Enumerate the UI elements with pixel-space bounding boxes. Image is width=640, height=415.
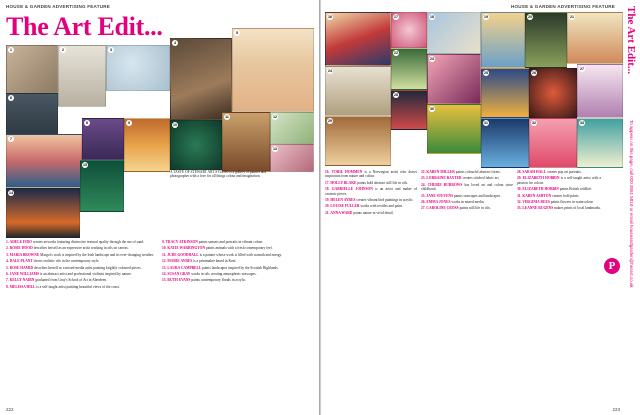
intro-caption: A TASTE OF STEWART ART STUDIO is a gallery of painter and photographer with a love for all things colour and imagination.: [170, 170, 267, 179]
caption-9: 9. TRACY ATKINSON paints sunsets and portraits in vibrant colour.: [162, 240, 264, 244]
left-page: [0, 0, 319, 415]
artwork-13: 13: [270, 144, 314, 172]
caption-15: 15. RUTH EVANS paints contemporary florals in acrylic.: [162, 278, 247, 283]
caption-19: 19. HELEN AYRES creates vibrant bird paintings in acrylic.: [325, 198, 414, 203]
caption-7: 7. KELLY NAIRN graduated from Gray's School of Art in Aberdeen.: [6, 278, 108, 283]
caption-4: 4. DALE PLANT shows realistic oils in the contemporary style.: [6, 259, 100, 264]
left-text-column-2: [162, 240, 312, 285]
artwork-8: 8: [82, 118, 124, 160]
caption-24: 24. CHERIE BURROWS has loved art and colour since childhood.: [421, 182, 514, 192]
caption-27: 27. CAROLINE CROSS paints still life in oils.: [421, 206, 491, 211]
caption-18: 18. GABRIELLE JOHNSON is an artist and maker of ceramic pieces.: [325, 187, 417, 196]
artwork-6: 6: [6, 93, 58, 135]
artwork-24: 24: [325, 66, 391, 116]
caption-22: 22. KAREN MILLER paints colourful abstract forms.: [421, 170, 501, 174]
caption-23: 23. LORRAINE BAXTER creates stitched fabric art.: [421, 176, 500, 181]
artwork-15: 15: [80, 160, 124, 212]
caption-11: 11. JUDE GOODHALL is a painter whose work is filled with warmth and energy.: [162, 252, 282, 257]
caption-3: 3. MARIA BROWNE Margot's work is inspired by the Irish landscape and its ever-changing weather.: [6, 252, 154, 257]
artwork-19: 19: [481, 12, 525, 68]
artwork-14: 14: [6, 188, 80, 238]
caption-25: 25. JANE STEVENS paints seascapes and landscapes.: [421, 193, 501, 198]
artwork-18: 18: [427, 12, 481, 54]
artwork-10: 10: [170, 120, 222, 170]
artwork-7: 7: [6, 134, 82, 188]
artwork-29: 29: [325, 116, 391, 166]
left-text-column-1: [6, 240, 156, 291]
caption-16: 16. TORIL HOMMEN is a Norwegian artist who draws inspiration from nature and colour.: [325, 170, 417, 179]
artwork-21: 21: [567, 12, 623, 64]
caption-6: 6. JANE WILLIAMS is an abstract artist and professional violinist inspired by nature.: [6, 272, 132, 277]
right-text-column-3: [517, 170, 601, 213]
caption-33: 33. LEANNE RUGENS makes prints of local landmarks.: [517, 206, 601, 211]
artwork-25: 25: [481, 68, 529, 118]
artwork-23: 23: [427, 54, 481, 104]
artwork-32: 32: [529, 118, 577, 168]
right-header: HOUSE & GARDEN ADVERTISING FEATURE: [511, 4, 616, 9]
caption-26: 26. EMMA JONES works in mixed media.: [421, 200, 485, 205]
caption-21: 21. ANNA WARD paints nature in vivid detail.: [325, 210, 394, 215]
artwork-9: 9: [124, 118, 170, 172]
right-page: [321, 0, 640, 415]
advertising-contact-note: To appear on this page, call 020 3551 5810 or email houseandgarden@hearst.co.uk: [629, 120, 634, 288]
artwork-3: 3: [106, 45, 170, 91]
artwork-1: 1: [6, 45, 58, 93]
right-text-column-1: [325, 170, 417, 217]
p-badge: P: [604, 258, 620, 274]
caption-14: 14. SUSAN GRAY works in oils creating atmospheric seascapes.: [162, 272, 257, 277]
artwork-5: 5: [232, 28, 314, 112]
artwork-17: 17: [391, 12, 427, 48]
caption-1: 1. ADELE FIDO creates artworks featuring distinctive textural quality through the use of sand.: [6, 240, 145, 244]
artwork-30: 30: [427, 104, 481, 154]
artwork-33: 33: [577, 118, 623, 168]
caption-10: 10. KATIE WARRINGTON paints animals with a fresh contemporary feel.: [162, 246, 273, 251]
artwork-11: 11: [222, 112, 270, 172]
caption-31: 31. KAREN ASHTON creates bold prints.: [517, 193, 580, 198]
caption-5: 5. ROSE HAMID describes herself as a mixed-media artist painting brightly coloured pieces.: [6, 265, 142, 270]
artwork-20: 20: [525, 12, 567, 68]
artwork-27: 27: [577, 64, 623, 118]
artwork-26: 26: [529, 68, 577, 118]
artwork-22: 22: [391, 48, 427, 90]
caption-17: 17. HOLLY BLAKE paints bold abstract still life in oils.: [325, 180, 408, 185]
caption-12: 12. MARIE AYRES is a printmaker based in Kent.: [162, 259, 237, 264]
artwork-12: 12: [270, 112, 314, 144]
right-page-number: 223: [612, 407, 620, 412]
artwork-2: 2: [58, 45, 106, 107]
caption-2: 2. ROSIE HOOD describes herself as an expressive artist working in oils on canvas.: [6, 246, 129, 251]
vertical-title: The Art Edit...: [625, 6, 637, 75]
caption-30: 30. ELIZABETH HOBBIN paints British wildlife.: [517, 187, 593, 192]
artwork-4: 4: [170, 38, 232, 120]
left-page-number: 222: [6, 407, 14, 412]
caption-28: 28. SARAH HALL creates pop art portraits.: [517, 170, 582, 174]
caption-20: 20. LOUISE FULLER works with textiles and paint.: [325, 204, 403, 209]
artwork-31: 31: [481, 118, 529, 168]
caption-13: 13. LAURA CAMPBELL paints landscapes inspired by the Scottish Highlands.: [162, 265, 279, 270]
artwork-28: 28: [391, 90, 427, 130]
caption-8: 8. MELISSA HILL is a self-taught artist painting beautiful views of the coast.: [6, 284, 120, 289]
left-header: HOUSE & GARDEN ADVERTISING FEATURE: [6, 4, 111, 9]
right-text-column-2: [421, 170, 513, 213]
caption-32: 32. VIRGINIA REES paints flowers in watercolour.: [517, 200, 594, 205]
caption-29: 29. ELIZABETH HOBBIN is a self-taught artist with a passion for colour.: [517, 176, 602, 185]
artwork-16: 16: [325, 12, 391, 66]
page-title: The Art Edit...: [6, 12, 163, 41]
